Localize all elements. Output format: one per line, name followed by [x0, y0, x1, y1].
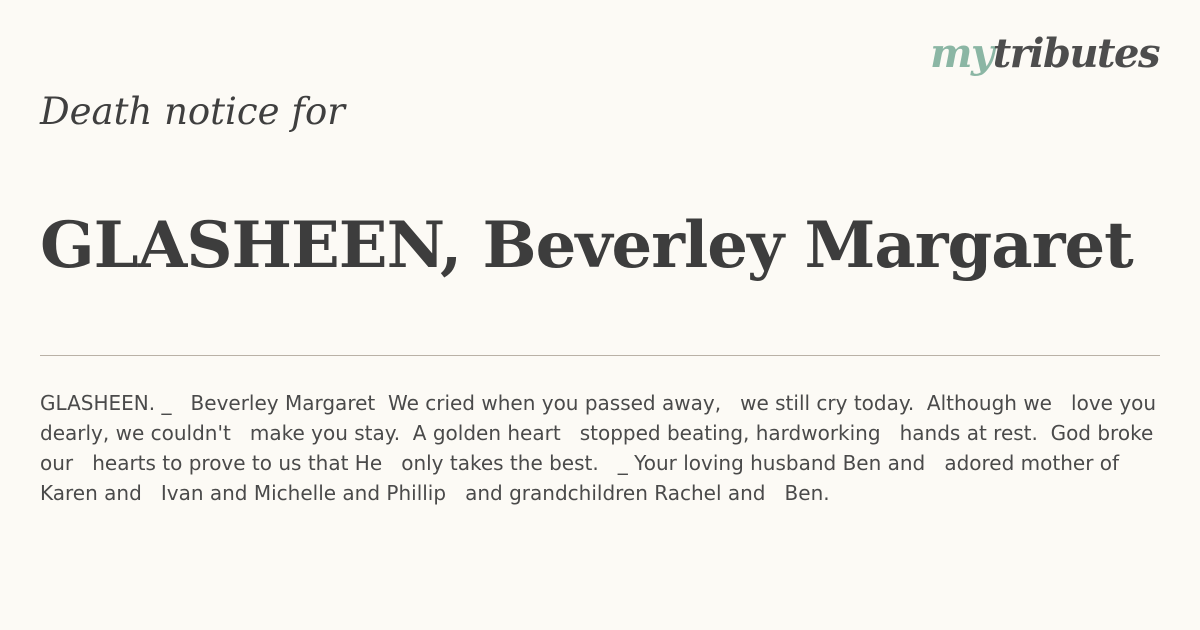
logo-part-my: my: [930, 30, 993, 77]
notice-text: GLASHEEN. _ Beverley Margaret We cried when you passed away, we still cry today. Although we love you dearly, we couldn't make you stay. A golden heart stopped beating, hardworking hands at rest. God broke our hearts to prove to us that He only takes the best. _ Your loving husband Ben and adored mother of Karen and Ivan and Michelle and Phillip and grandchildren Rachel and Ben.: [40, 391, 1163, 505]
deceased-name: GLASHEEN, Beverley Margaret: [40, 208, 1133, 283]
notice-kicker: Death notice for: [40, 90, 345, 133]
divider: [40, 355, 1160, 356]
mytributes-logo[interactable]: [930, 30, 1159, 77]
logo-part-tributes: tributes: [992, 30, 1159, 77]
